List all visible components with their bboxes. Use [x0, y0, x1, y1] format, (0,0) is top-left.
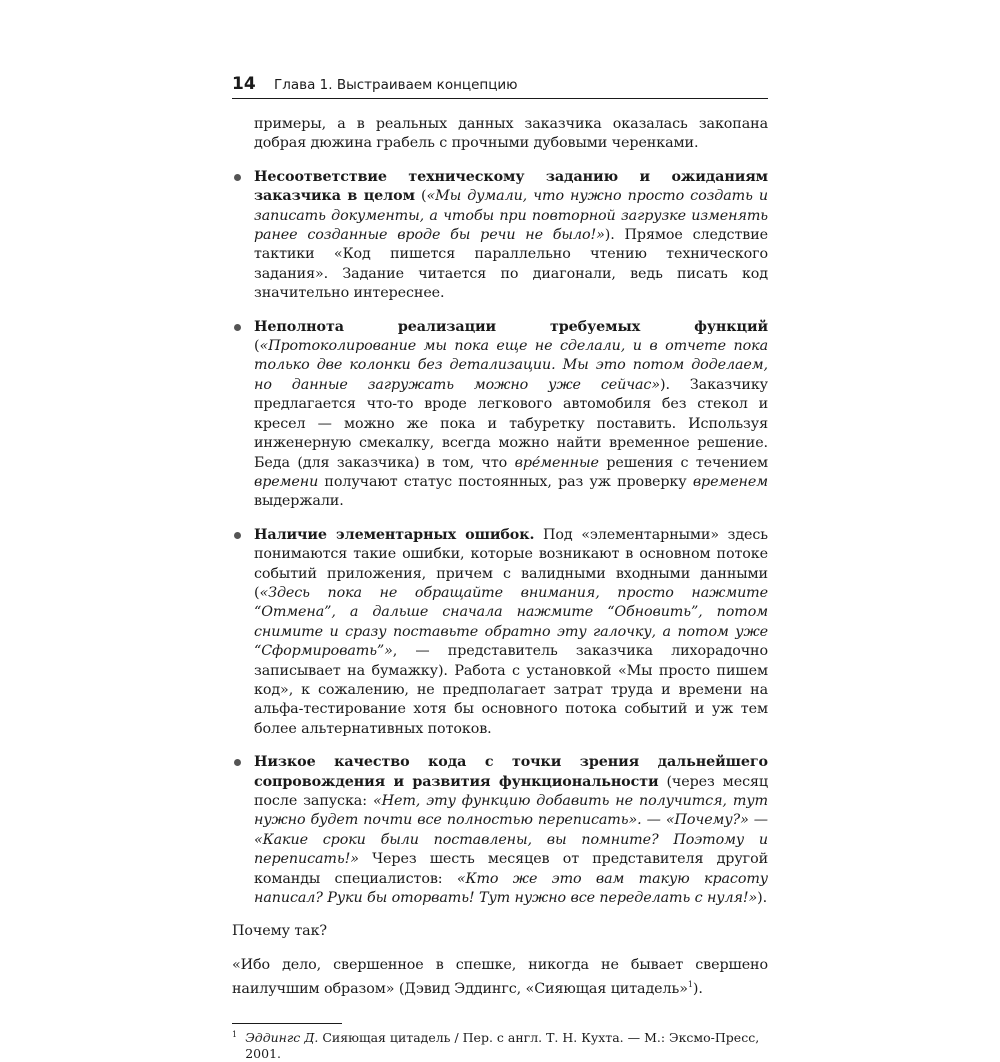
item-text: решения с течением: [598, 454, 768, 471]
item-emphasis: временем: [692, 473, 768, 490]
item-text: получают статус постоянных, раз уж проверку: [318, 473, 693, 490]
bullet-icon: [234, 174, 241, 181]
footnote: [232, 1030, 768, 1062]
item-text: (: [254, 338, 260, 355]
item-quote: «Кто же это вам такую красоту написал? Руки бы оторвать! Тут нужно все переделать с нуля!»: [254, 870, 768, 907]
quote-paragraph: [232, 956, 768, 1000]
book-page: [232, 74, 768, 1062]
footnote-author: Эддингс Д.: [245, 1030, 319, 1046]
item-quote: «Нет, эту функцию добавить не получится, тут нужно будет почти все полностью переписать». — «Почему?» — «Какие сроки были поставлены, вы помните? Поэтому и переписать!»: [254, 793, 768, 868]
footnote-divider: [232, 1023, 342, 1024]
item-term: Наличие элементарных ошибок.: [254, 526, 535, 543]
running-header: [232, 74, 768, 99]
item-text: Под «элементарными» здесь понимаются такие ошибки, которые возникают в основном потоке событий приложения, причем с валидными входными данными (: [254, 526, 768, 601]
page-body: [232, 115, 768, 999]
quote-end: ).: [692, 981, 703, 998]
bullet-icon: [234, 324, 241, 331]
footnote-text: Сияющая цитадель / Пер. с англ. Т. Н. Кухта. — М.: Эксмо-Пресс, 2001.: [245, 1030, 760, 1062]
item-text: выдержали.: [254, 493, 344, 510]
item-term: Неполнота реализации требуемых функций: [254, 318, 768, 335]
item-quote: «Мы думали, что нужно просто создать и записать документы, а чтобы при повторной загрузке изменять ранее созданные вроде бы речи не было!»: [254, 188, 768, 244]
list-item: [232, 753, 768, 908]
item-text: (через месяц после запуска:: [254, 773, 768, 809]
intro-paragraph: примеры, а в реальных данных заказчика оказалась закопана добрая дюжина грабель с прочными дубовыми черенками.: [254, 116, 768, 152]
page-number: 14: [232, 74, 256, 94]
list-item: [232, 168, 768, 304]
quote-text: «Ибо дело, свершенное в спешке, никогда не бывает свершено наилучшим образом» (Дэвид Эддингс, «Сияющая цитадель»: [232, 956, 768, 998]
item-text: ). Заказчику предлагается что-то вроде легкового автомобиля без стекол и кресел — можно же пока и табуретку поставить. Используя инженерную смекалку, всегда можно найти временное решение. Беда (для заказчика) в том, что: [254, 376, 768, 471]
item-quote: «Здесь пока не обращайте внимания, просто нажмите “Отмена”, а дальше сначала нажмите “Обновить”, потом снимите и сразу поставьте обратно эту галочку, а потом уже “Сформировать”»: [254, 584, 768, 660]
item-text: ).: [757, 890, 768, 907]
chapter-title: Глава 1. Выстраиваем концепцию: [274, 77, 518, 93]
item-text: (: [414, 188, 427, 205]
list-item: [232, 526, 768, 739]
footnote-body: [245, 1030, 768, 1062]
item-emphasis: вре́менные: [514, 454, 599, 471]
item-term: Несоответствие техническому заданию и ожиданиям заказчика в целом: [254, 168, 768, 205]
item-text: Через шесть месяцев от представителя другой команды специалистов:: [254, 851, 768, 887]
footnote-mark: 1: [232, 1030, 238, 1040]
item-term: Низкое качество кода с точки зрения дальнейшего сопровождения и развития функциональности: [254, 754, 768, 790]
list-item: [232, 318, 768, 512]
item-quote: «Протоколирование мы пока еще не сделали, и в отчете пока только две колонки без детализации. Мы это потом доделаем, но данные загружать можно уже сейчас»: [254, 338, 768, 393]
item-text: ). Прямое следствие тактики «Код пишется параллельно чтению технического задания». Задание читается по диагонали, ведь писать код значительно интереснее.: [254, 227, 768, 302]
bullet-icon: [234, 759, 241, 766]
bullet-icon: [234, 532, 241, 539]
bullet-list: [232, 168, 768, 909]
question-paragraph: Почему так?: [232, 923, 327, 940]
item-emphasis: времени: [254, 473, 319, 490]
item-text: , — представитель заказчика лихорадочно записывает на бумажку). Работа с установкой «Мы просто пишем код», к сожалению, не предполагает затрат труда и времени на альфа-тестирование хотя бы основного потока событий и уж тем более альтернативных потоков.: [254, 643, 768, 737]
footnote-ref: 1: [687, 980, 693, 990]
